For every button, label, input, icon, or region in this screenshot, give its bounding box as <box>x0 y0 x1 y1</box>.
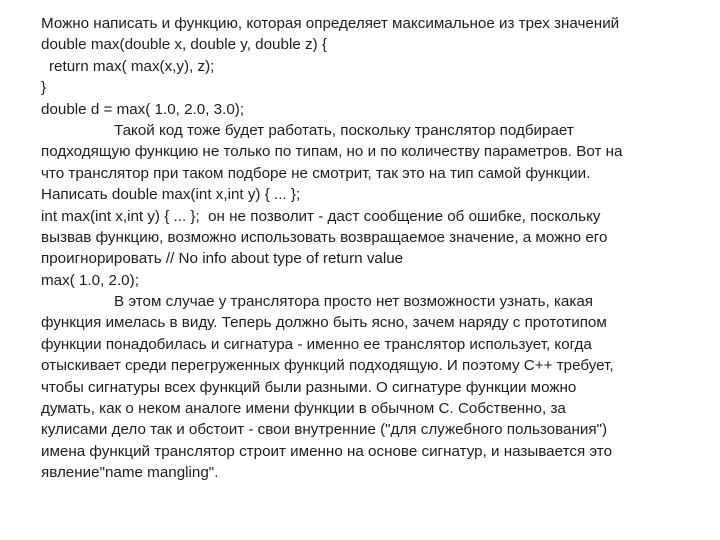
text-line: чтобы сигнатуры всех функций были разными. О сигнатуре функции можно <box>41 378 577 396</box>
document-body <box>41 13 711 484</box>
text-line: проигнорировать // No info about type of return value <box>41 250 404 268</box>
code-line: } <box>41 79 47 97</box>
text-line: функции понадобилась и сигнатура - именно ее транслятор использует, когда <box>41 335 592 353</box>
code-line: double d = max( 1.0, 2.0, 3.0); <box>41 100 245 118</box>
text-line: думать, как о неком аналоге имени функции в обычном С. Собственно, за <box>41 400 566 418</box>
code-line: double max(double x, double y, double z) { <box>41 36 327 54</box>
text-line: подходящую функцию не только по типам, но и по количеству параметров. Вот на <box>41 143 623 161</box>
text-line: имена функций транслятор строит именно на основе сигнатур, и называется это <box>41 442 613 460</box>
text-line: В этом случае у транслятора просто нет возможности узнать, какая <box>114 293 594 311</box>
text-line: Такой код тоже будет работать, поскольку транслятор подбирает <box>114 121 574 139</box>
text-line: отыскивает среди перегруженных функций подходящую. И поэтому С++ требует, <box>41 357 614 375</box>
text-line: Можно написать и функцию, которая определяет максимальное из трех значений <box>41 15 620 32</box>
text-line: функция имелась в виду. Теперь должно быть ясно, зачем наряду с прототипом <box>41 314 607 332</box>
text-line: что транслятор при таком подборе не смотрит, так это на тип самой функции. <box>41 164 591 182</box>
code-line: max( 1.0, 2.0); <box>41 271 139 289</box>
text-line: вызвав функцию, возможно использовать возвращаемое значение, а можно его <box>41 228 608 246</box>
text-line: Написать double max(int x,int y) { ... }; <box>41 186 301 204</box>
text-line: явление"name mangling". <box>41 464 219 482</box>
text-line: int max(int x,int y) { ... }; он не позволит - даст сообщение об ошибке, поскольку <box>41 207 601 225</box>
code-line: return max( max(x,y), z); <box>49 57 215 75</box>
text-line: кулисами дело так и обстоит - свои внутренние ("для служебного пользования") <box>41 421 608 439</box>
